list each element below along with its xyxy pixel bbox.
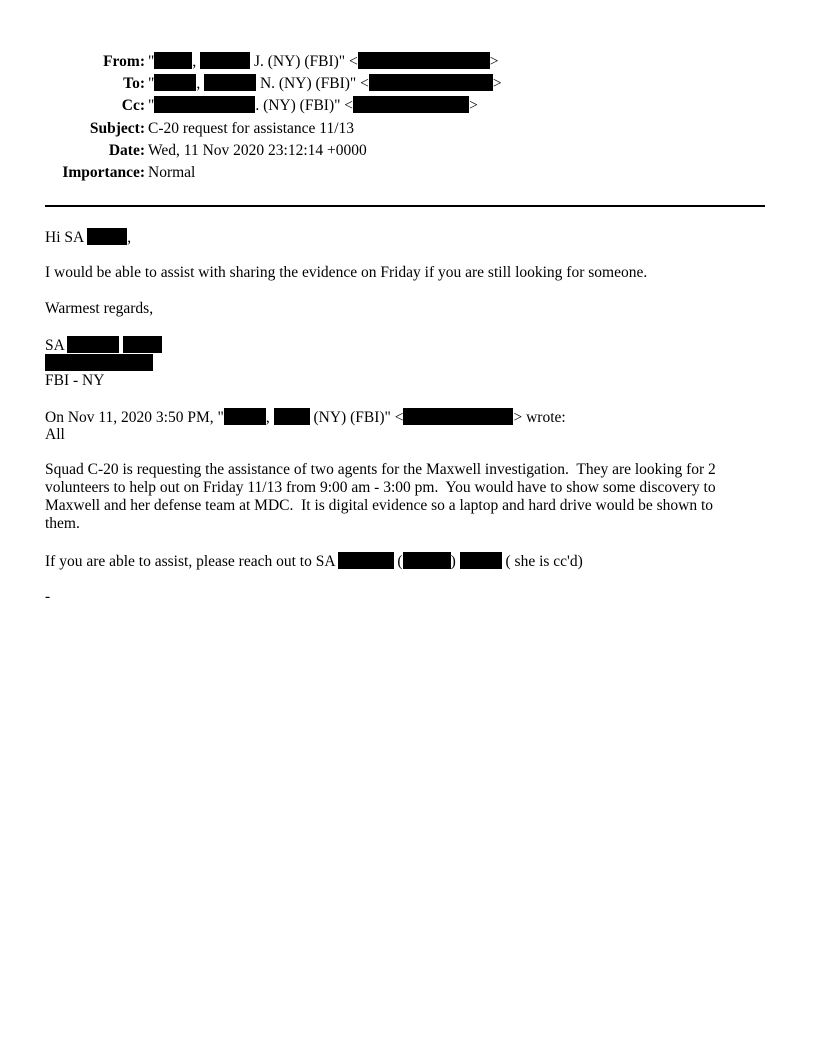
redaction-box — [87, 228, 127, 245]
subject-label: Subject: — [89, 120, 145, 137]
trailing-dash: - — [45, 588, 51, 605]
redaction-box — [338, 552, 394, 569]
to-row — [0, 74, 502, 94]
signature-org: FBI - NY — [45, 372, 105, 389]
redaction-box — [154, 96, 255, 113]
importance-label: Importance: — [62, 164, 145, 181]
quote-paragraph: Squad C-20 is requesting the assistance of two agents for the Maxwell investigation. They are looking for 2 volunteers to help out on Friday 11/13 from 9:00 am - 3:00 pm. You would have to show some discovery to Maxwell and her defense team at MDC. It is digital evidence so a laptop and hard drive would be shown to them. — [45, 461, 720, 532]
redaction-box — [460, 552, 502, 569]
redaction-box — [403, 408, 513, 425]
redaction-box — [403, 552, 451, 569]
redaction-box — [154, 74, 196, 91]
quote-attribution: On Nov 11, 2020 3:50 PM, " , (NY) (FBI)" < > wrote: — [45, 409, 566, 426]
to-value: " , N. (NY) (FBI)" < > — [148, 75, 502, 92]
redaction-box — [274, 408, 310, 425]
redaction-box — [67, 336, 119, 353]
redaction-box — [204, 74, 256, 91]
closing: Warmest regards, — [45, 300, 154, 317]
importance-row — [0, 163, 196, 183]
header-divider — [45, 205, 765, 207]
quote-contact-line: If you are able to assist, please reach out to SA ( ) ( she is cc'd) — [45, 553, 583, 570]
subject-row — [0, 119, 355, 139]
date-label: Date: — [108, 142, 145, 159]
reply-line: I would be able to assist with sharing the evidence on Friday if you are still looking for someone. — [45, 264, 648, 281]
redaction-box — [369, 74, 493, 91]
cc-value: " . (NY) (FBI)" < > — [148, 97, 478, 114]
cc-row — [0, 96, 478, 116]
redaction-box — [123, 336, 162, 353]
signature-name: SA — [45, 336, 745, 355]
from-value: " , J. (NY) (FBI)" < > — [148, 53, 499, 70]
from-label: From: — [103, 53, 145, 70]
greeting: Hi SA , — [45, 229, 132, 246]
redaction-box — [353, 96, 469, 113]
importance-value: Normal — [148, 164, 196, 181]
redaction-box — [224, 408, 266, 425]
redaction-box — [154, 52, 192, 69]
subject-value: C-20 request for assistance 11/13 — [148, 120, 355, 137]
redaction-box — [358, 52, 490, 69]
signature-redacted-line — [45, 354, 745, 373]
cc-label: Cc: — [121, 97, 145, 114]
date-row — [0, 141, 367, 161]
redaction-box — [45, 354, 153, 371]
to-label: To: — [123, 75, 145, 92]
from-row — [0, 52, 499, 72]
redaction-box — [200, 52, 250, 69]
quote-greeting: All — [45, 426, 65, 443]
date-value: Wed, 11 Nov 2020 23:12:14 +0000 — [148, 142, 367, 159]
